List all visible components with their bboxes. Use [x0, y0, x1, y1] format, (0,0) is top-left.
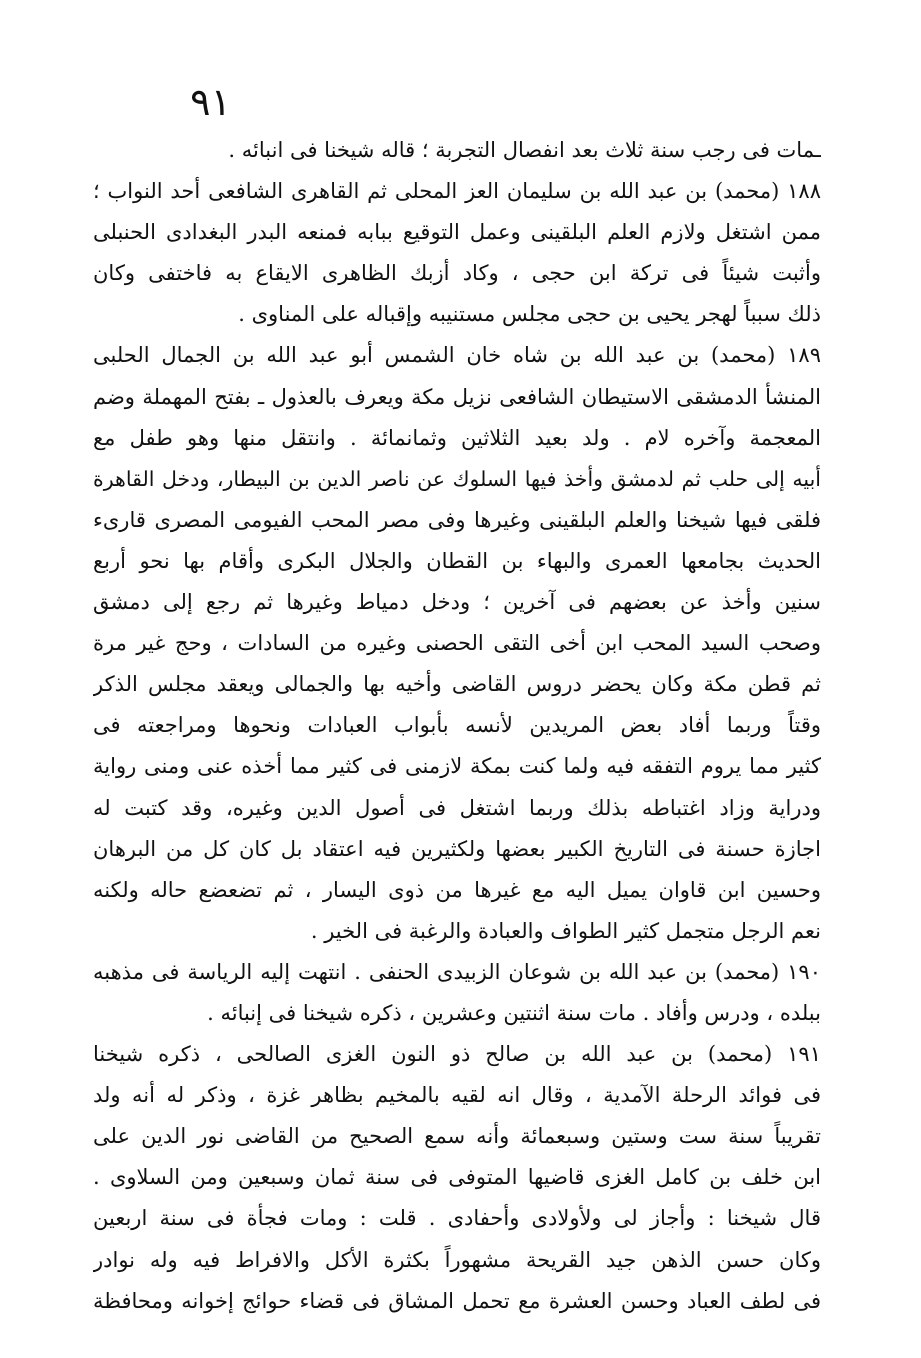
text-line: سنين وأخذ عن بعضهم فى آخرين ؛ ودخل دمياط وغيرها ثم رجع إلى دمشق: [93, 590, 821, 615]
text-line: أبيه إلى حلب ثم لدمشق وأخذ فيها السلوك عن ناصر الدين بن البيطار، ودخل القاهرة: [93, 466, 821, 491]
text-line: قال شيخنا : وأجاز لى ولأولادى وأحفادى . قلت : ومات فجأة فى سنة اربعين: [93, 1206, 821, 1231]
text-line: نعم الرجل متجمل كثير الطواف والعبادة والرغبة فى الخير .: [310, 918, 821, 943]
text-line: وأثبت شيئاً فى تركة ابن حجى ، وكاد أزبك الظاهرى الايقاع به فاختفى وكان: [93, 261, 821, 286]
text-line: ممن اشتغل ولازم العلم البلقينى وعمل التوقيع ببابه فمنعه البدر البغدادى الحنبلى: [93, 220, 821, 245]
text-line: ١٨٩ (محمد) بن عبد الله بن شاه خان الشمس أبو عبد الله بن الجمال الحلبى: [93, 343, 821, 368]
text-line: وحسين ابن قاوان يميل اليه مع غيرها من ذوى اليسار ، ثم تضعضع حاله ولكنه: [93, 877, 821, 902]
text-line: ـمات فى رجب سنة ثلاث بعد انفصال التجربة ؛ قاله شيخنا فى انبائه .: [228, 138, 821, 162]
text-line: الحديث بجامعها العمرى والبهاء بن القطان والجلال البكرى وأقام بها نحو أربع: [93, 548, 821, 573]
text-line: فى لطف العباد وحسن العشرة مع تحمل المشاق فى قضاء حوائج إخوانه ومحافظة: [93, 1288, 821, 1313]
text-line: ابن خلف بن كامل الغزى قاضيها المتوفى فى سنة ثمان وسبعين ومن السلاوى .: [93, 1165, 821, 1190]
text-line: ١٩٠ (محمد) بن عبد الله بن شوعان الزبيدى الحنفى . انتهت إليه الرياسة فى مذهبه: [93, 959, 821, 984]
text-line: تقريباً سنة ست وستين وسبعمائة وأنه سمع الصحيح من القاضى نور الدين على: [93, 1124, 821, 1149]
text-line: ١٩١ (محمد) بن عبد الله بن صالح ذو النون الغزى الصالحى ، ذكره شيخنا: [93, 1042, 821, 1067]
text-line: ثم قطن مكة وكان يحضر دروس القاضى وأخيه بها والجمالى ويعقد مجلس الذكر: [93, 672, 821, 697]
text-line: ودراية وزاد اغتباطه بذلك وربما اشتغل فى أصول الدين وغيره، وقد كتبت له: [93, 795, 821, 820]
text-line: ذلك سبباً لهجر يحيى بن حجى مجلس مستنيبه وإقباله على المناوى .: [238, 302, 821, 327]
text-line: ١٨٨ (محمد) بن عبد الله بن سليمان العز المحلى ثم القاهرى الشافعى أحد النواب ؛: [93, 179, 821, 204]
text-line: كثير مما يروم التفقه فيه ولما كنت بمكة لازمنى فى كثير مما أخذه عنى ومنى رواية: [93, 754, 821, 779]
text-line: وصحب السيد المحب ابن أخى التقى الحصنى وغيره من السادات ، وحج غير مرة: [93, 631, 821, 656]
text-line: ببلده ، ودرس وأفاد . مات سنة اثنتين وعشرين ، ذكره شيخنا فى إنبائه .: [207, 1000, 821, 1025]
text-line: وقتاً وربما أفاد بعض المريدين لأنسه بأبواب العبادات ونحوها ومراجعته فى: [93, 713, 821, 738]
text-line: وكان حسن الذهن جيد القريحة مشهوراً بكثرة الأكل والافراط فيه وله نوادر: [93, 1247, 821, 1272]
body-text: [93, 130, 821, 1322]
text-line: المنشأ الدمشقى الاستيطان الشافعى نزيل مكة ويعرف بالعذول ـ بفتح المهملة وضم: [93, 384, 821, 409]
page-number: ٩١: [190, 80, 231, 124]
text-line: المعجمة وآخره لام . ولد بعيد الثلاثين وثمانمائة . وانتقل منها وهو طفل مع: [93, 425, 821, 450]
text-line: فلقى فيها شيخنا والعلم البلقينى وغيرها وفى مصر المحب الفيومى المصرى قارىء: [93, 507, 821, 532]
text-line: اجازة حسنة فى التاريخ الكبير بعضها ولكثيرين فيه اعتقاد بل كان كل من البرهان: [93, 836, 821, 861]
text-line: فى فوائد الرحلة الآمدية ، وقال انه لقيه بالمخيم بظاهر غزة ، وذكر له أنه ولد: [93, 1083, 821, 1108]
